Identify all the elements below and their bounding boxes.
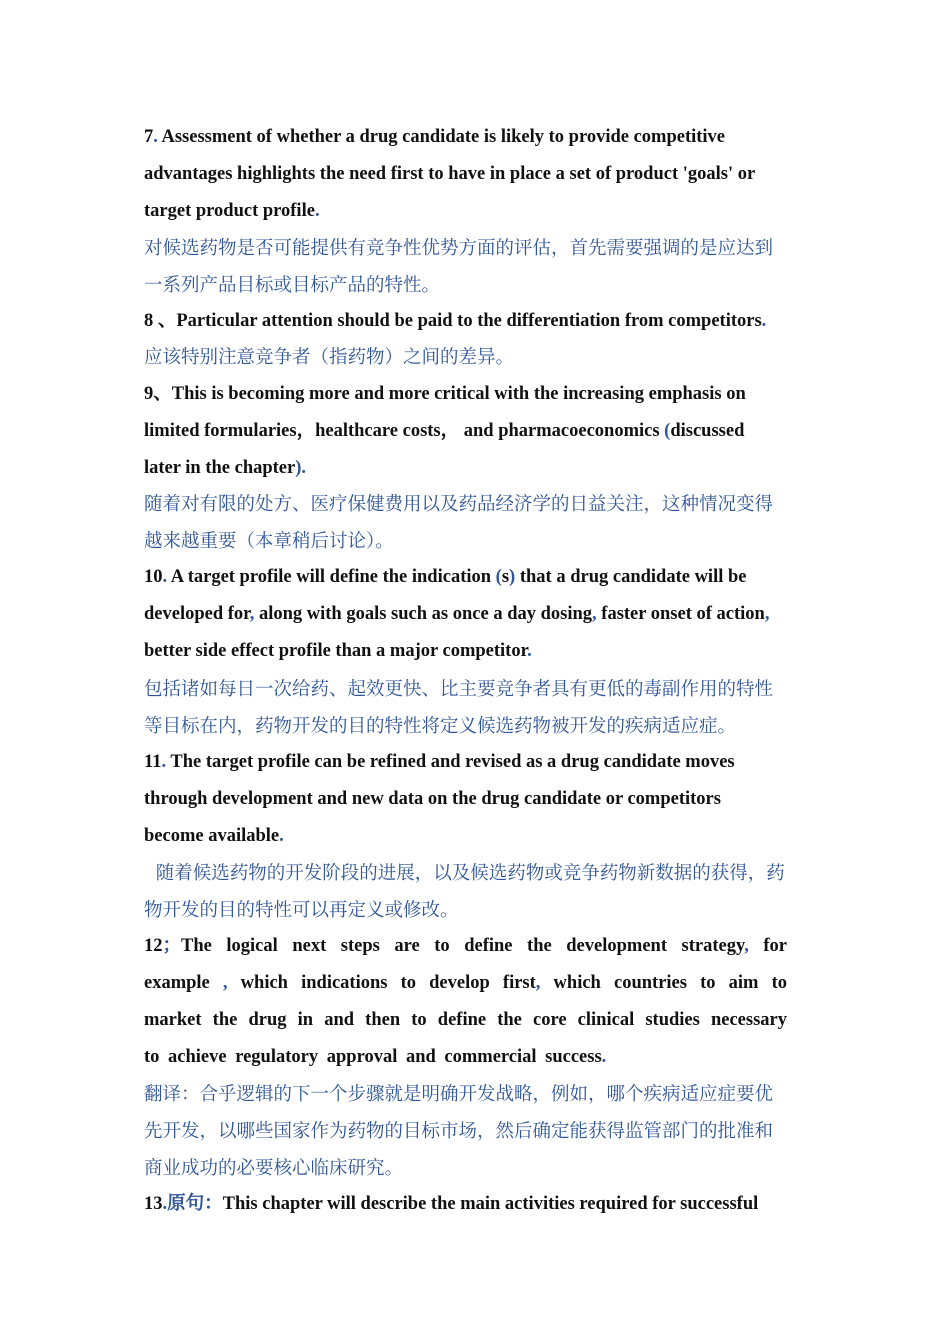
paragraph-12-zh-line-3: 商业成功的必要核心临床研究。 bbox=[144, 1158, 404, 1179]
paragraph-12-line-2-text-b: which indications to develop first bbox=[227, 973, 536, 993]
paragraph-10-number: 10 bbox=[144, 567, 163, 587]
paragraph-11-line-3 bbox=[144, 818, 804, 855]
paragraph-11-line-1-text: The target profile can be refined and revised as a drug candidate moves bbox=[166, 752, 735, 772]
paragraph-9-english bbox=[144, 376, 804, 487]
paragraph-10-line-3-text: better side effect profile than a major competitor bbox=[144, 641, 528, 661]
paragraph-10-line-2-text-c: faster onset of action bbox=[596, 604, 765, 624]
paragraph-11-number: 11 bbox=[144, 752, 162, 772]
paragraph-10-line-2 bbox=[144, 596, 804, 633]
paragraph-12-end-punct: . bbox=[601, 1047, 607, 1067]
paragraph-9-line-3 bbox=[144, 450, 804, 487]
paragraph-11-zh-line-2: 物开发的目的特性可以再定义或修改。 bbox=[144, 900, 459, 921]
paragraph-9-close-punct: ). bbox=[295, 458, 307, 478]
paragraph-7-line-3-text: target product profile bbox=[144, 201, 315, 221]
paragraph-7-line-2: advantages highlights the need first to have in place a set of product 'goals' or bbox=[144, 164, 756, 184]
paragraph-9-chinese bbox=[144, 486, 804, 560]
paragraph-8-text: 8 、Particular attention should be paid to the differentiation from competitors bbox=[144, 311, 762, 331]
paragraph-8-chinese bbox=[144, 339, 804, 376]
paragraph-13-prefix: .原句： bbox=[162, 1194, 223, 1214]
paragraph-9-line-2-text-b: discussed bbox=[670, 421, 745, 441]
paragraph-7-end-punct: . bbox=[314, 201, 320, 221]
paragraph-10-line-1-text-a: A target profile will define the indication bbox=[167, 567, 496, 587]
paragraph-8-zh-line-1: 应该特别注意竞争者（指药物）之间的差异。 bbox=[144, 347, 515, 368]
paragraph-12-line-1-text-b: for bbox=[748, 936, 787, 956]
paragraph-8-end-punct: . bbox=[761, 311, 767, 331]
paragraph-11-chinese bbox=[144, 855, 809, 929]
paragraph-12-line-2-comma-1: , bbox=[222, 973, 228, 993]
paragraph-12-english bbox=[144, 928, 787, 1076]
paragraph-13-number: 13 bbox=[144, 1194, 163, 1214]
paragraph-7-line-3 bbox=[144, 193, 804, 230]
paragraph-12-line-3: market the drug in and then to define the core clinical studies necessary bbox=[144, 1010, 787, 1030]
paragraph-10-paren-close: ) bbox=[509, 567, 516, 587]
paragraph-9-line-1: 9、This is becoming more and more critical with the increasing emphasis on bbox=[144, 384, 746, 404]
paragraph-12-line-4-text: to achieve regulatory approval and commercial success bbox=[144, 1047, 602, 1067]
paragraph-12-line-1-comma: , bbox=[744, 936, 749, 956]
paragraph-12-line-2-text-c: which countries to aim to bbox=[540, 973, 787, 993]
paragraph-10-number-punct: . bbox=[162, 567, 168, 587]
paragraph-11-end-punct: . bbox=[279, 826, 284, 846]
paragraph-11-zh-line-1: 随着候选药物的开发阶段的进展，以及候选药物或竞争药物新数据的获得，药 bbox=[144, 863, 785, 884]
paragraph-7-number: 7 bbox=[144, 127, 154, 147]
paragraph-11-line-1 bbox=[144, 744, 804, 781]
paragraph-7-english bbox=[144, 119, 804, 230]
paragraph-7-line-1 bbox=[144, 119, 804, 156]
paragraph-11-line-2: through development and new data on the drug candidate or competitors bbox=[144, 789, 721, 809]
paragraph-10-line-1-text-b: that a drug candidate will be bbox=[515, 567, 747, 587]
paragraph-12-line-4 bbox=[144, 1039, 787, 1076]
paragraph-9-line-3-text: later in the chapter bbox=[144, 458, 296, 478]
paragraph-7-zh-line-1: 对候选药物是否可能提供有竞争性优势方面的评估，首先需要强调的是应达到 bbox=[144, 238, 774, 259]
paragraph-7-number-punct: . bbox=[153, 127, 158, 147]
paragraph-12-zh-line-2: 先开发，以哪些国家作为药物的目标市场，然后确定能获得监管部门的批准和 bbox=[144, 1121, 774, 1142]
paragraph-12-line-2 bbox=[144, 965, 787, 1002]
paragraph-13-english bbox=[144, 1186, 804, 1223]
paragraph-12-separator: ； bbox=[162, 936, 182, 956]
paragraph-10-chinese bbox=[144, 671, 804, 745]
paragraph-13-line-1-text: This chapter will describe the main activities required for successful bbox=[222, 1194, 759, 1214]
paragraph-11-english bbox=[144, 744, 804, 855]
paragraph-10-english bbox=[144, 559, 804, 670]
paragraph-12-chinese bbox=[144, 1076, 804, 1187]
paragraph-10-line-3 bbox=[144, 633, 804, 670]
paragraph-10-comma-2: , bbox=[592, 604, 597, 624]
paragraph-12-line-2-text-a: example bbox=[144, 973, 223, 993]
paragraph-11-number-punct: . bbox=[161, 752, 167, 772]
paragraph-12-line-2-comma-2: , bbox=[535, 973, 541, 993]
paragraph-10-comma-3: , bbox=[764, 604, 770, 624]
paragraph-8-english bbox=[144, 303, 804, 340]
paragraph-7-chinese bbox=[144, 230, 804, 304]
paragraph-11-line-3-text: become available bbox=[144, 826, 280, 846]
paragraph-10-paren-open: ( bbox=[495, 567, 502, 587]
paragraph-12-line-1 bbox=[144, 928, 787, 965]
paragraph-10-line-2-text-a: developed for bbox=[144, 604, 250, 624]
paragraph-7-line-1-text: Assessment of whether a drug candidate is likely to provide competitive bbox=[157, 127, 726, 147]
paragraph-13-line-1 bbox=[144, 1186, 804, 1223]
paragraph-9-line-2 bbox=[144, 413, 804, 450]
paragraph-10-zh-line-1: 包括诸如每日一次给药、起效更快、比主要竞争者具有更低的毒副作用的特性 bbox=[144, 679, 774, 700]
paragraph-10-end-punct: . bbox=[527, 641, 532, 661]
paragraph-10-zh-line-2: 等目标在内，药物开发的目的特性将定义候选药物被开发的疾病适应症。 bbox=[144, 716, 737, 737]
paragraph-10-line-1 bbox=[144, 559, 804, 596]
paragraph-12-zh-line-1: 翻译：合乎逻辑的下一个步骤就是明确开发战略，例如，哪个疾病适应症要优 bbox=[144, 1084, 774, 1105]
paragraph-8-line-1 bbox=[144, 303, 804, 340]
paragraph-9-open-paren: ( bbox=[664, 421, 671, 441]
paragraph-12-number: 12 bbox=[144, 936, 163, 956]
paragraph-9-zh-line-2: 越来越重要（本章稍后讨论）。 bbox=[144, 531, 394, 552]
paragraph-10-comma-1: , bbox=[249, 604, 255, 624]
paragraph-10-plural-s: s bbox=[501, 567, 510, 587]
paragraph-12-line-1-text-a: The logical next steps are to define the development strategy bbox=[181, 936, 745, 956]
paragraph-7-zh-line-2: 一系列产品目标或目标产品的特性。 bbox=[144, 275, 441, 296]
paragraph-9-zh-line-1: 随着对有限的处方、医疗保健费用以及药品经济学的日益关注，这种情况变得 bbox=[144, 494, 774, 515]
paragraph-10-line-2-text-b: along with goals such as once a day dosing bbox=[254, 604, 593, 624]
paragraph-9-line-2-text-a: limited formularies，healthcare costs， and pharmacoeconomics bbox=[144, 421, 665, 441]
